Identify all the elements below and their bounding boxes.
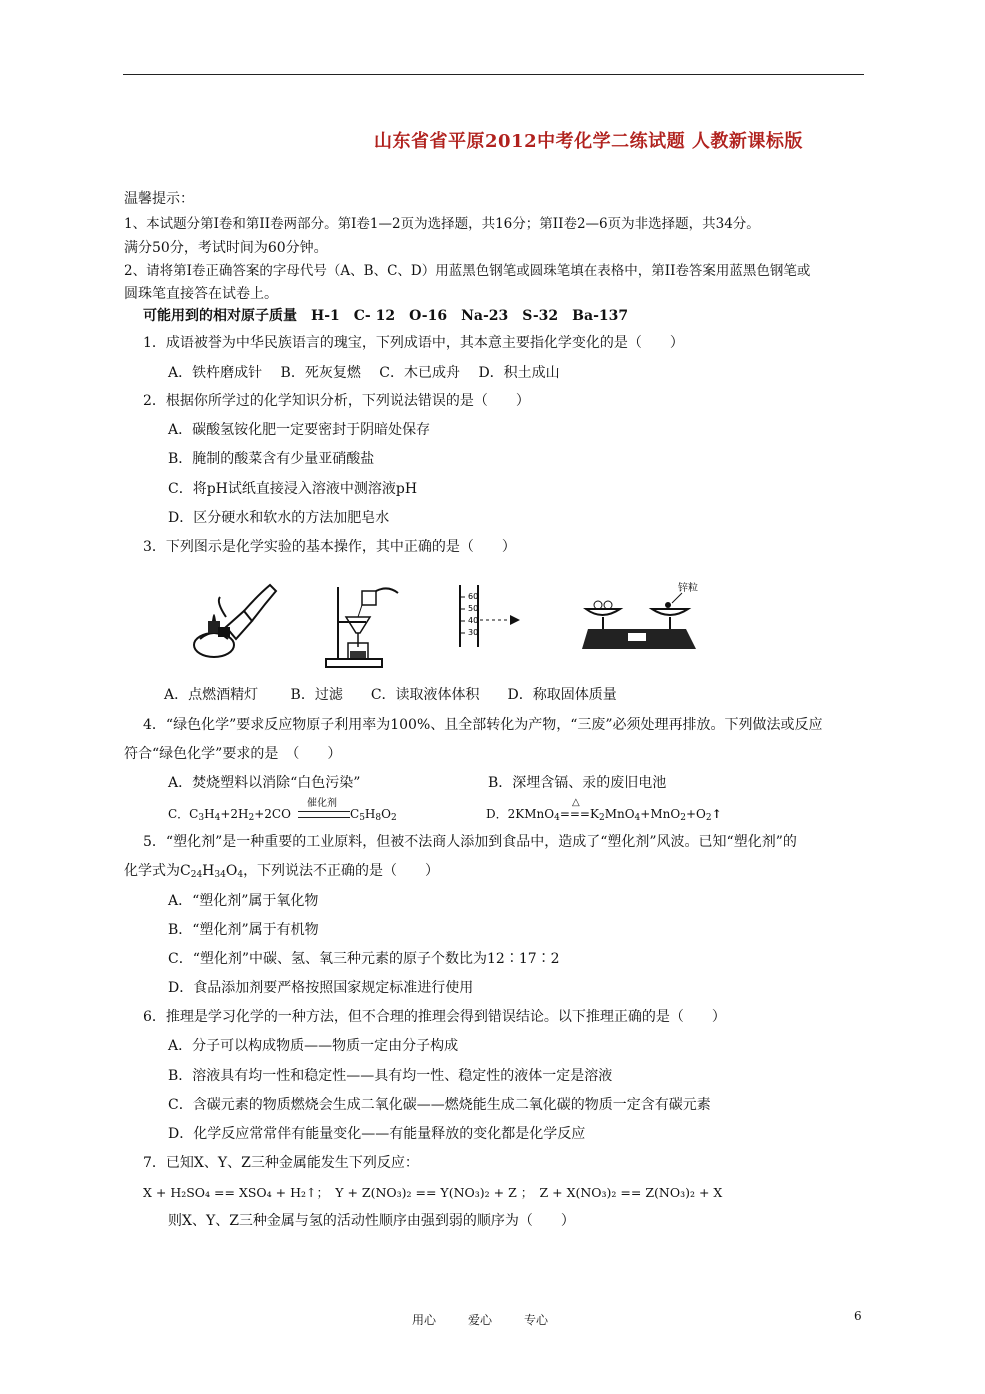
- cyl-tick-50: 50: [468, 604, 479, 613]
- q5-option-d: D．食品添加剂要严格按照国家规定标准进行使用: [168, 980, 474, 996]
- footer-text-1: 用心: [412, 1313, 437, 1327]
- graduated-cylinder-figure: [448, 577, 538, 657]
- heat-symbol: △: [572, 797, 580, 808]
- tips-line-2: 满分50分，考试时间为60分钟。: [124, 240, 328, 256]
- q3-stem: 3．下列图示是化学实验的基本操作，其中正确的是（ ）: [143, 539, 516, 555]
- filtration-figure: [318, 577, 408, 672]
- tips-line-1: 1、本试题分第Ⅰ卷和第II卷两部分。第Ⅰ卷1—2页为选择题，共16分；第II卷2—6页为非选择题，共34分。: [124, 216, 760, 232]
- alcohol-lamp-figure: [186, 577, 286, 662]
- tips-line-3: 2、请将第Ⅰ卷正确答案的字母代号（A、B、C、D）用蓝黑色钢笔或圆珠笔填在表格中，第II卷答案用蓝黑色钢笔或: [124, 263, 811, 279]
- q3-options: A．点燃酒精灯 B．过滤 C．读取液体体积 D．称取固体质量: [164, 687, 617, 703]
- q5-option-a: A．“塑化剂”属于氧化物: [168, 893, 319, 909]
- q6-option-a: A．分子可以构成物质——物质一定由分子构成: [168, 1038, 459, 1054]
- tips-heading: 温馨提示：: [124, 191, 194, 207]
- q5-stem-1: 5．“塑化剂”是一种重要的工业原料，但被不法商人添加到食品中，造成了“塑化剂”风波。已知“塑化剂”的: [143, 834, 797, 850]
- q4-option-c: C．$C_3H_4+2H_2+2CO$: [168, 807, 291, 823]
- q5-stem-2: 化学式为$C_{24}H_{34}O_4$，下列说法不正确的是（ ）: [124, 863, 440, 880]
- q2-option-b: B．腌制的酸菜含有少量亚硝酸盐: [168, 451, 375, 467]
- balance-figure: [578, 577, 718, 662]
- header-rule: [123, 74, 864, 75]
- reaction-arrow: [298, 811, 350, 818]
- q4-option-a: A．焚烧塑料以消除“白色污染”: [168, 775, 361, 791]
- q4-option-b: B．深埋含镉、汞的废旧电池: [488, 775, 667, 791]
- zinc-label: 锌粒: [678, 583, 698, 594]
- atomic-masses: 可能用到的相对原子质量 H-1 C- 12 O-16 Na-23 S-32 Ba-137: [143, 308, 629, 324]
- tips-line-4: 圆珠笔直接答在试卷上。: [124, 286, 278, 302]
- footer-text-3: 专心: [524, 1313, 549, 1327]
- q2-option-a: A．碳酸氢铵化肥一定要密封于阴暗处保存: [168, 422, 431, 438]
- cyl-tick-40: 40: [468, 616, 479, 625]
- catalyst-label: 催化剂: [307, 798, 337, 809]
- q2-stem: 2．根据你所学过的化学知识分析，下列说法错误的是（ ）: [143, 393, 530, 409]
- q1-stem: 1．成语被誉为中华民族语言的瑰宝，下列成语中，其本意主要指化学变化的是（ ）: [143, 335, 684, 351]
- page-number: 6: [854, 1309, 862, 1323]
- q3-figures: [178, 577, 698, 677]
- q6-option-d: D．化学反应常常伴有能量变化——有能量释放的变化都是化学反应: [168, 1126, 586, 1142]
- q4-stem-2: 符合“绿色化学”要求的是 （ ）: [124, 746, 342, 762]
- q6-stem: 6．推理是学习化学的一种方法，但不合理的推理会得到错误结论。以下推理正确的是（ ）: [143, 1009, 726, 1025]
- q5-option-b: B．“塑化剂”属于有机物: [168, 922, 319, 938]
- q7-question: 则X、Y、Z三种金属与氢的活动性顺序由强到弱的顺序为（ ）: [168, 1213, 575, 1229]
- q6-option-b: B．溶液具有均一性和稳定性——具有均一性、稳定性的液体一定是溶液: [168, 1068, 613, 1084]
- q4-option-c-product: $C_5H_8O_2$: [350, 807, 397, 823]
- q7-stem: 7．已知X、Y、Z三种金属能发生下列反应：: [143, 1155, 419, 1171]
- q2-option-c: C．将pH试纸直接浸入溶液中测溶液pH: [168, 481, 418, 497]
- cyl-tick-60: 60: [468, 592, 479, 601]
- q1-options: A．铁杵磨成针 B．死灰复燃 C．木已成舟 D．积土成山: [168, 365, 560, 381]
- q4-option-d: D．$2KMnO_4===K_2MnO_4+MnO_2+O_2↑$: [486, 807, 722, 823]
- q6-option-c: C．含碳元素的物质燃烧会生成二氧化碳——燃烧能生成二氧化碳的物质一定含有碳元素: [168, 1097, 711, 1113]
- q4-stem-1: 4．“绿色化学”要求反应物原子利用率为100%、且全部转化为产物，“三废”必须处理再排放。下列做法或反应: [143, 717, 823, 733]
- q2-option-d: D．区分硬水和软水的方法加肥皂水: [168, 510, 390, 526]
- page-title: 山东省省平原2012中考化学二练试题 人教新课标版: [374, 131, 803, 152]
- cyl-tick-30: 30: [468, 628, 479, 637]
- footer-text-2: 爱心: [468, 1313, 493, 1327]
- q7-equations: X + H₂SO₄ == XSO₄ + H₂↑； Y + Z(NO₃)₂ == Y(NO₃)₂ + Z ； Z + X(NO₃)₂ == Z(NO₃)₂ + X: [143, 1185, 723, 1200]
- q5-option-c: C．“塑化剂”中碳、氢、氧三种元素的原子个数比为12∶17∶2: [168, 951, 560, 967]
